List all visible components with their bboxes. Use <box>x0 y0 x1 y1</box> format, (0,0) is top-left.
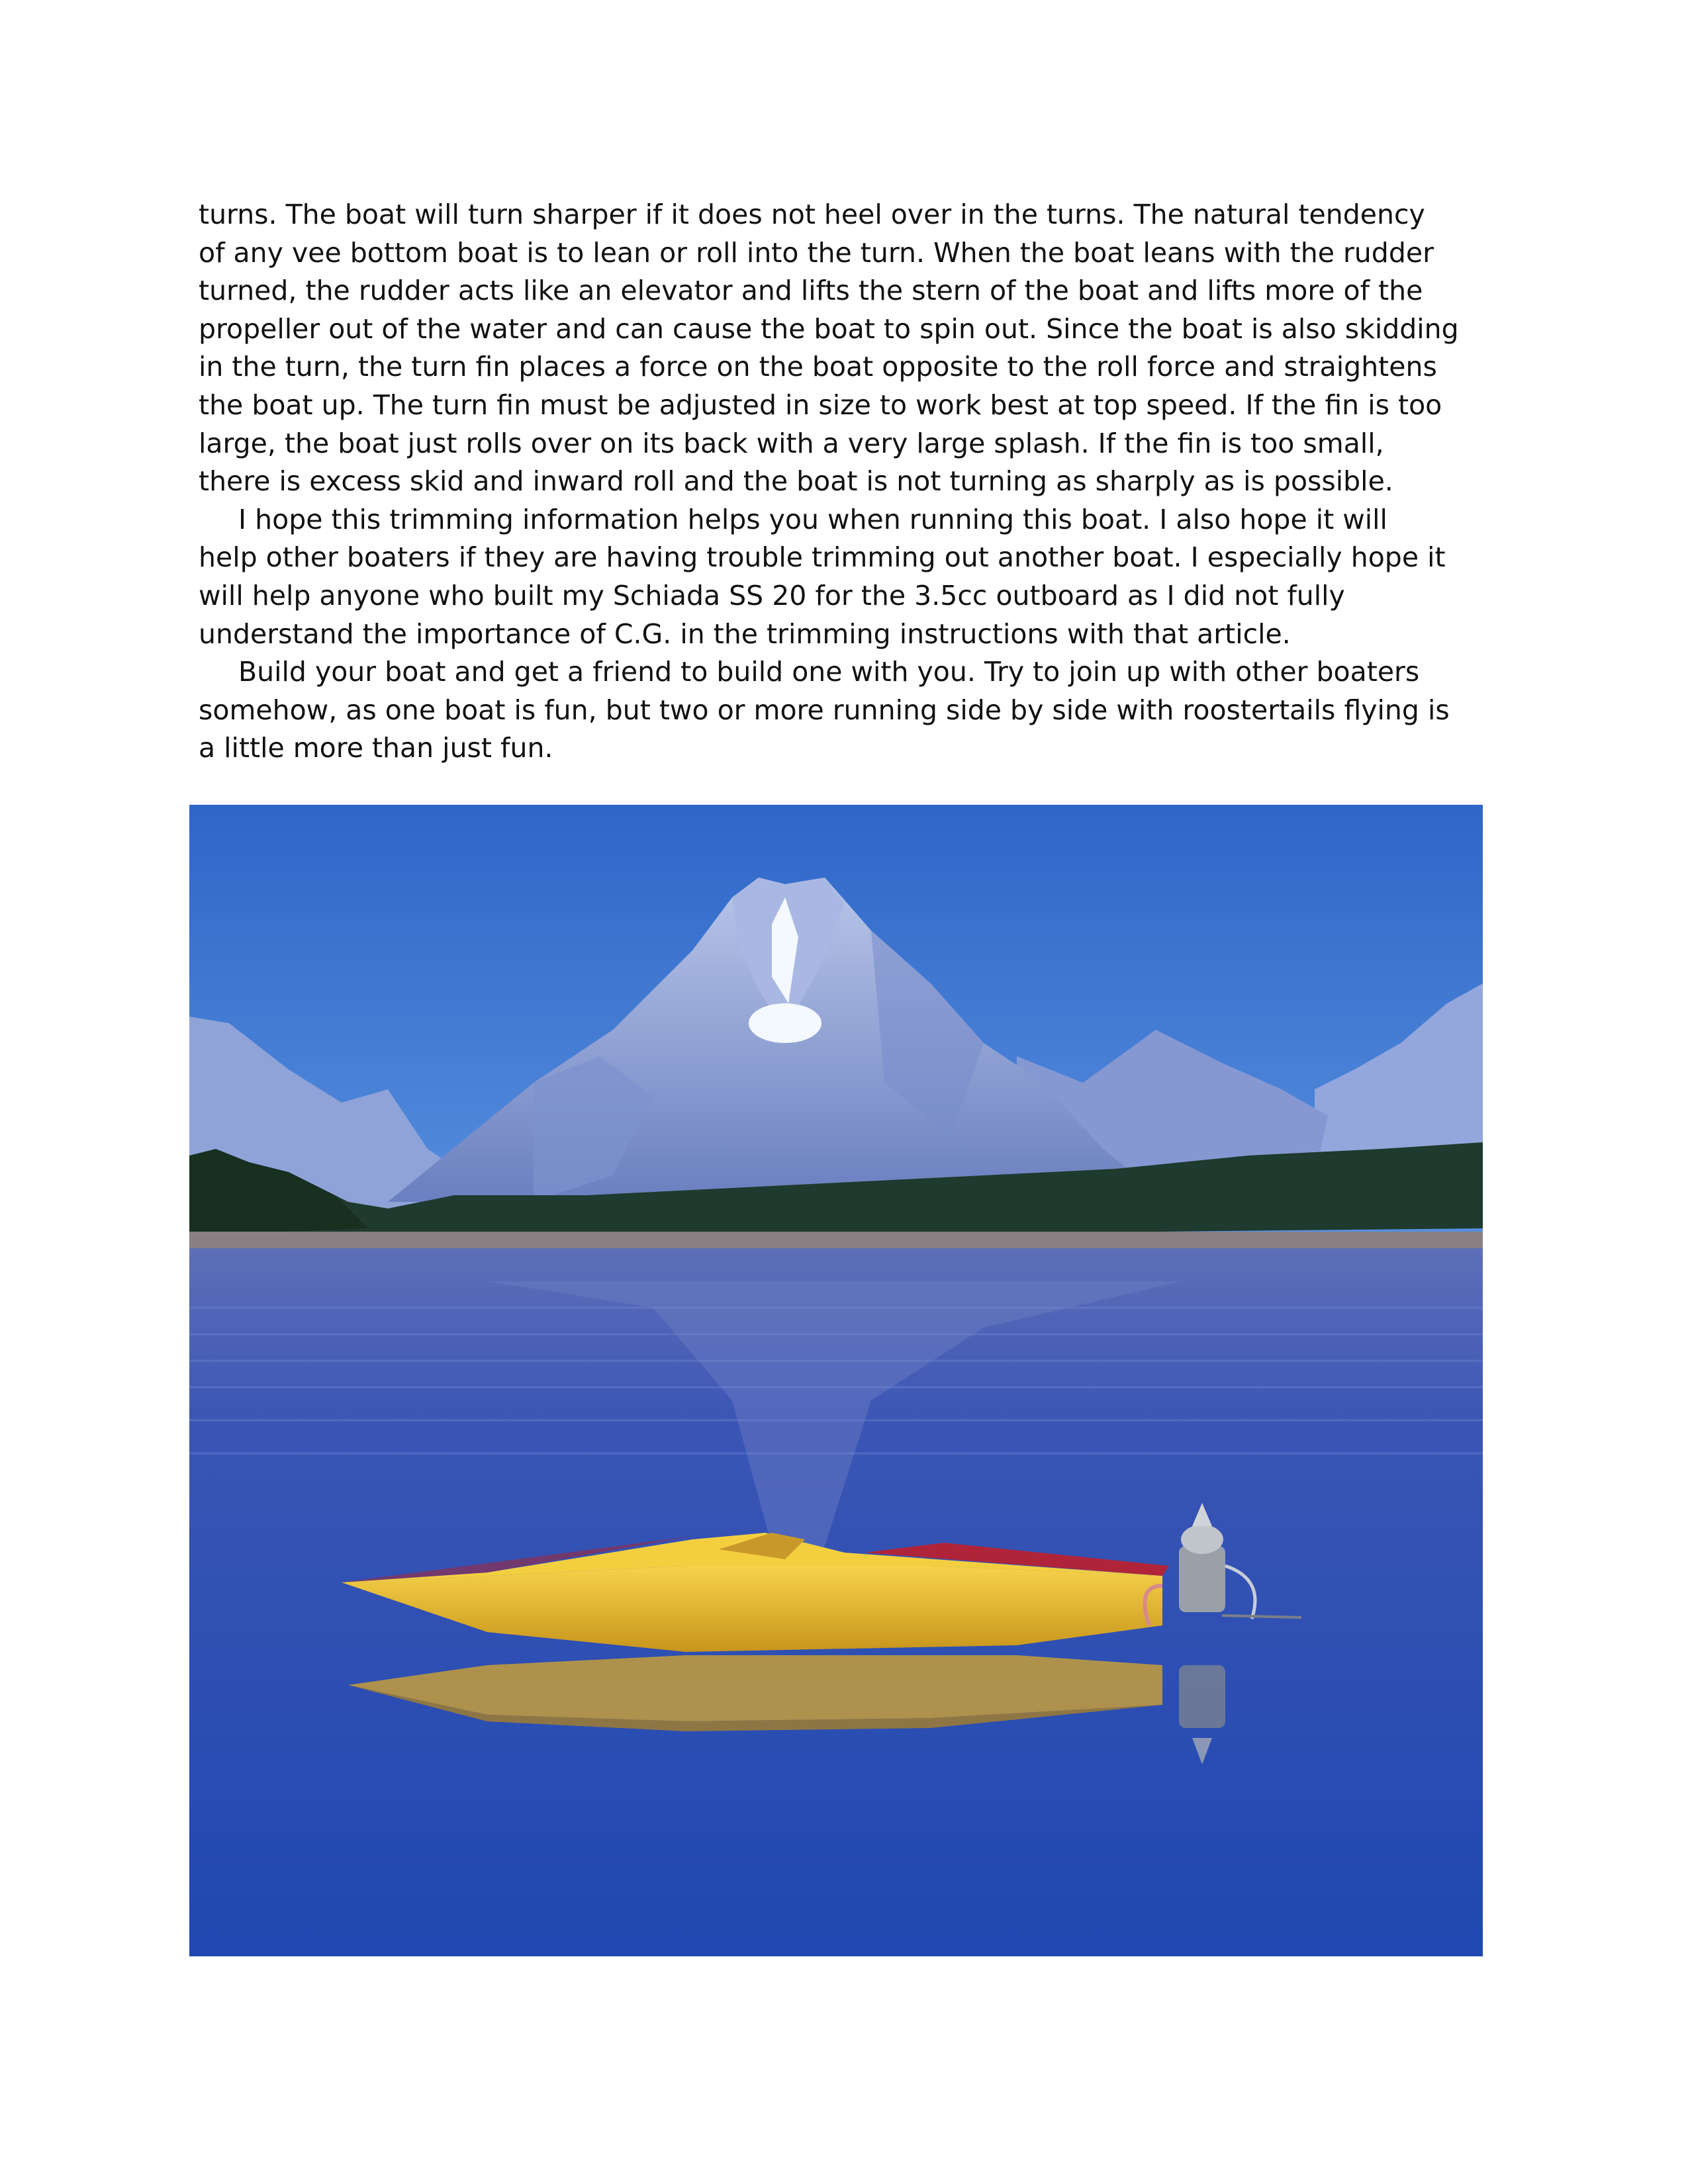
text-line: the boat up. The turn fin must be adjusted in size to work best at top speed. If the fin is too <box>199 388 1442 421</box>
text-line: of any vee bottom boat is to lean or roll into the turn. When the boat leans with the rudder <box>199 236 1434 269</box>
text-line: help other boaters if they are having trouble trimming out another boat. I especially hope it <box>199 541 1446 574</box>
text-line: will help anyone who built my Schiada SS 20 for the 3.5cc outboard as I did not fully <box>199 579 1345 612</box>
text-line: there is excess skid and inward roll and the boat is not turning as sharply as is possible. <box>199 465 1393 498</box>
text-line: propeller out of the water and can cause the boat to spin out. Since the boat is also skidding <box>199 312 1459 345</box>
paragraph-start-line: I hope this trimming information helps you when running this boat. I also hope it will <box>238 503 1387 535</box>
text-line: turned, the rudder acts like an elevator and lifts the stern of the boat and lifts more of the <box>199 275 1423 307</box>
text-line: in the turn, the turn fin places a force on the boat opposite to the roll force and straightens <box>199 351 1437 383</box>
boat-on-lake-photo <box>189 805 1483 1956</box>
text-line: turns. The boat will turn sharper if it does not heel over in the turns. The natural tendency <box>199 199 1425 230</box>
text-line: understand the importance of C.G. in the trimming instructions with that article. <box>199 617 1291 650</box>
text-line: large, the boat just rolls over on its back with a very large splash. If the fin is too small, <box>199 427 1384 459</box>
outboard-engine <box>1179 1546 1225 1612</box>
article-text <box>199 196 1489 768</box>
photo-illustration <box>189 805 1483 1956</box>
paragraph-start-line: Build your boat and get a friend to build one with you. Try to join up with other boaters <box>238 656 1420 688</box>
text-line: a little more than just fun. <box>199 732 553 764</box>
text-line: somehow, as one boat is fun, but two or more running side by side with roostertails flying is <box>199 694 1450 726</box>
